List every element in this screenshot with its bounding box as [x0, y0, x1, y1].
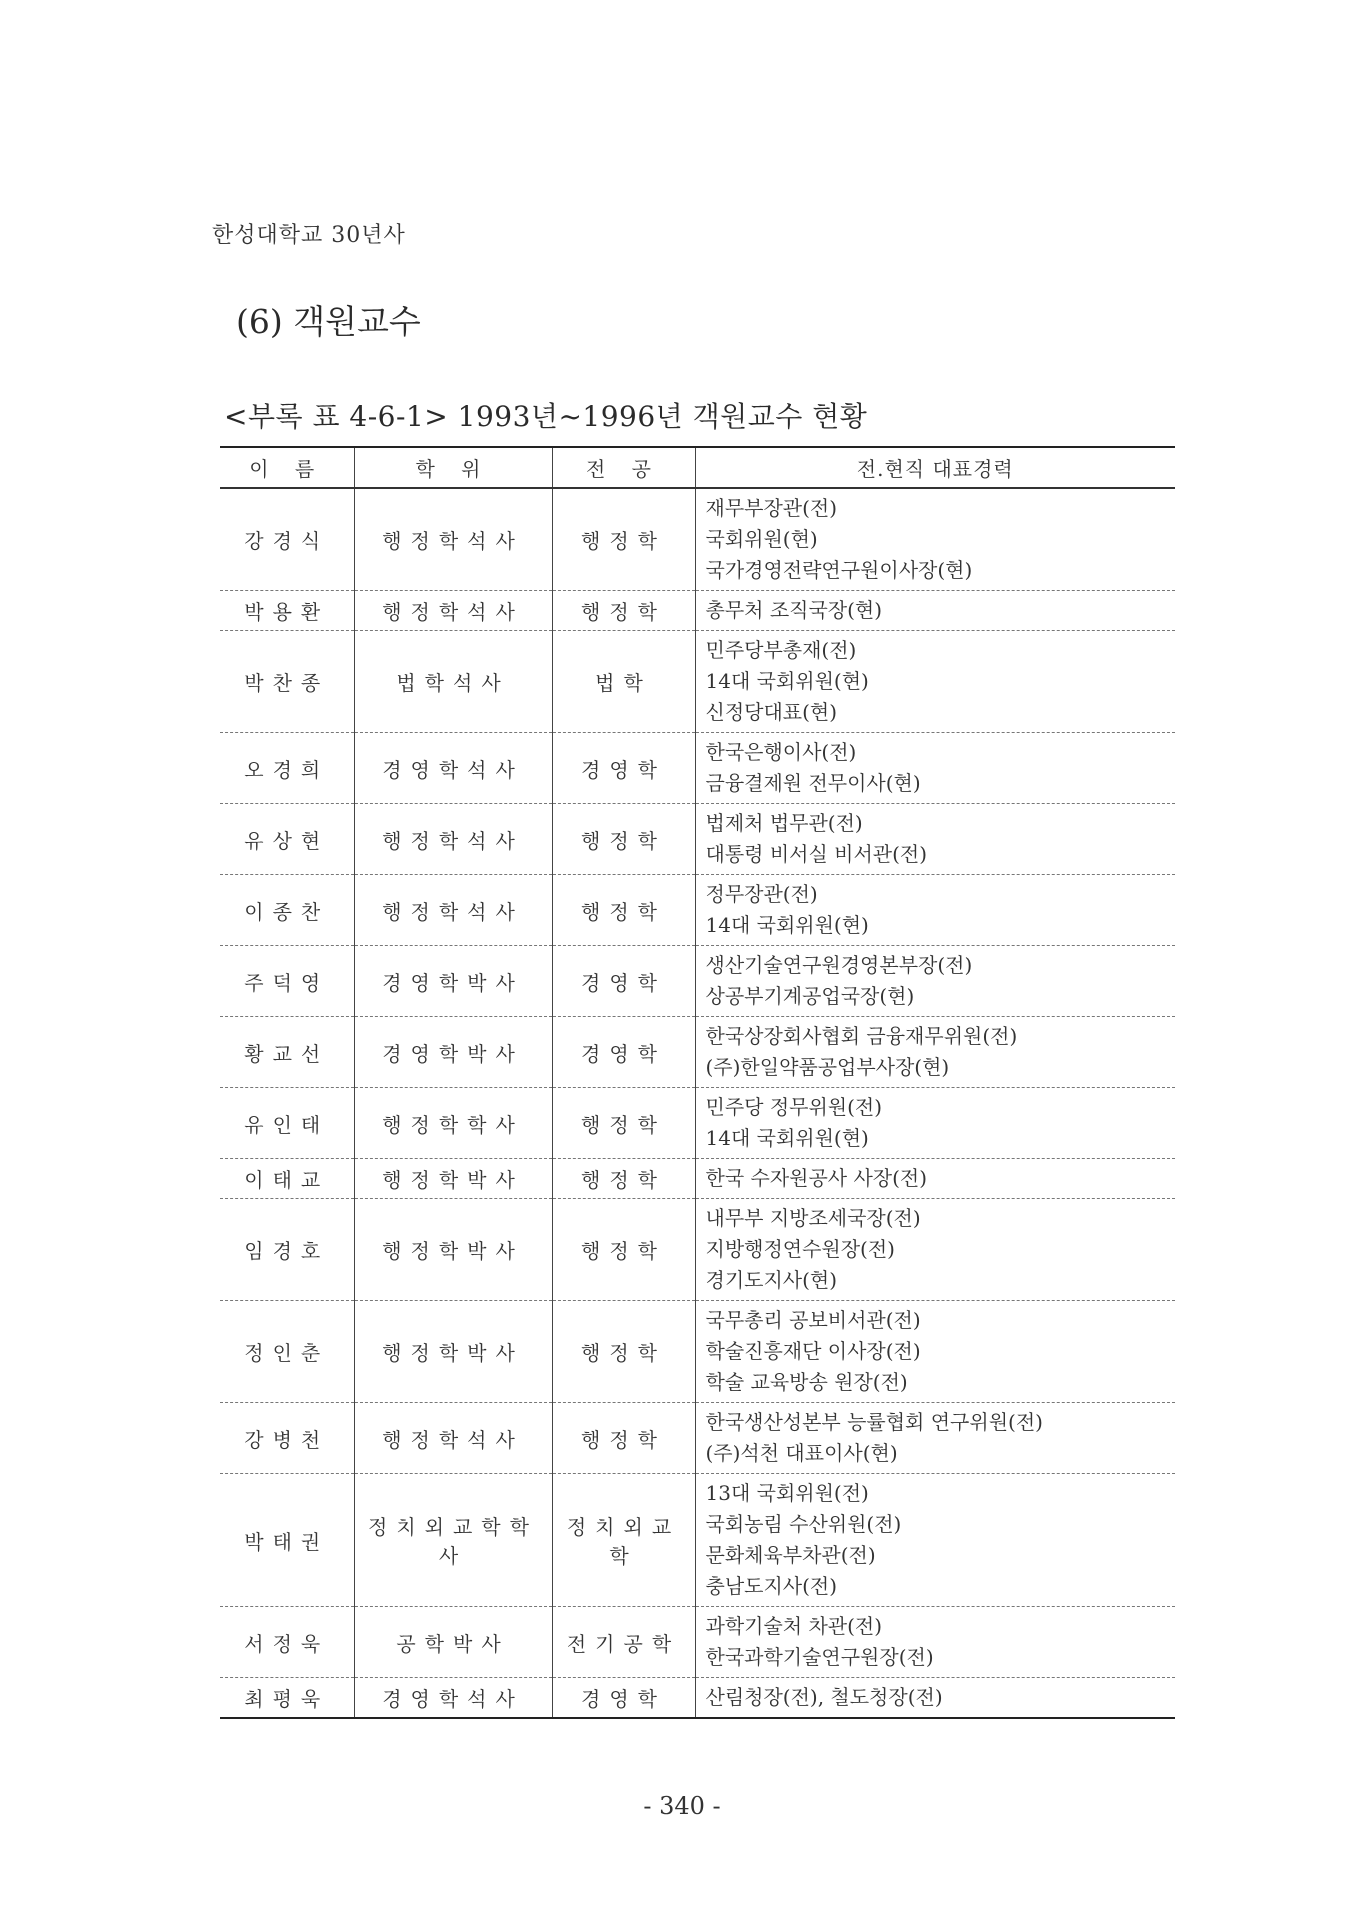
career-line: 14대 국회위원(현) [705, 1126, 869, 1150]
table-row [220, 1474, 1175, 1607]
cell-degree: 행정학석사 [354, 488, 552, 591]
career-line: 민주당부총재(전) [705, 638, 857, 662]
career-line: 법제처 법무관(전) [705, 811, 863, 835]
cell-major: 행정학 [552, 1199, 695, 1301]
cell-major: 행정학 [552, 1159, 695, 1199]
career-line: 민주당 정무위원(전) [705, 1095, 883, 1119]
cell-career [695, 1017, 1175, 1088]
cell-major: 행정학 [552, 1403, 695, 1474]
table-body [220, 488, 1175, 1718]
visiting-professors-table [220, 446, 1175, 1719]
cell-name: 주덕영 [220, 946, 354, 1017]
career-line: 재무부장관(전) [705, 496, 838, 520]
cell-major: 행정학 [552, 591, 695, 631]
cell-degree: 공학박사 [354, 1607, 552, 1678]
cell-career [695, 1607, 1175, 1678]
cell-name: 유상현 [220, 804, 354, 875]
cell-degree: 경영학석사 [354, 733, 552, 804]
cell-career [695, 804, 1175, 875]
cell-career [695, 875, 1175, 946]
cell-degree: 행정학석사 [354, 1403, 552, 1474]
career-line: 문화체육부차관(전) [705, 1543, 876, 1567]
cell-name: 이종찬 [220, 875, 354, 946]
table-row [220, 733, 1175, 804]
cell-career [695, 488, 1175, 591]
table-row [220, 946, 1175, 1017]
cell-degree: 행정학석사 [354, 591, 552, 631]
cell-degree: 경영학박사 [354, 1017, 552, 1088]
cell-name: 서정욱 [220, 1607, 354, 1678]
cell-degree: 행정학학사 [354, 1088, 552, 1159]
column-header-career: 전.현직 대표경력 [695, 447, 1175, 488]
career-line: 금융결제원 전무이사(현) [705, 771, 921, 795]
cell-major: 전기공학 [552, 1607, 695, 1678]
table-caption: <부록 표 4-6-1> 1993년~1996년 객원교수 현황 [224, 400, 868, 433]
table-row [220, 591, 1175, 631]
cell-degree: 행정학박사 [354, 1159, 552, 1199]
career-line: 대통령 비서실 비서관(전) [705, 842, 928, 866]
career-line: 충남도지사(전) [705, 1574, 838, 1598]
cell-degree: 정치외교학학사 [354, 1474, 552, 1607]
career-line: 총무처 조직국장(현) [705, 598, 883, 622]
table-row [220, 1678, 1175, 1719]
career-line: 정무장관(전) [705, 882, 818, 906]
table-header [220, 447, 1175, 488]
cell-major: 경영학 [552, 946, 695, 1017]
cell-major: 경영학 [552, 733, 695, 804]
career-line: 과학기술처 차관(전) [705, 1614, 883, 1638]
cell-name: 최평욱 [220, 1678, 354, 1719]
cell-career [695, 1199, 1175, 1301]
cell-name: 황교선 [220, 1017, 354, 1088]
table-row [220, 1301, 1175, 1403]
cell-career [695, 733, 1175, 804]
cell-career [695, 1678, 1175, 1719]
cell-career [695, 946, 1175, 1017]
cell-degree: 경영학석사 [354, 1678, 552, 1719]
table-row [220, 1199, 1175, 1301]
career-line: 생산기술연구원경영본부장(전) [705, 953, 973, 977]
cell-name: 강경식 [220, 488, 354, 591]
cell-name: 유인태 [220, 1088, 354, 1159]
career-line: 한국 수자원공사 사장(전) [705, 1166, 928, 1190]
table-row [220, 1403, 1175, 1474]
cell-career [695, 1403, 1175, 1474]
running-header: 한성대학교 30년사 [212, 223, 406, 248]
table-row [220, 1607, 1175, 1678]
career-line: (주)한일약품공업부사장(현) [705, 1055, 950, 1079]
cell-major: 행정학 [552, 1088, 695, 1159]
career-line: 한국상장회사협회 금융재무위원(전) [705, 1024, 1018, 1048]
cell-major: 행정학 [552, 804, 695, 875]
cell-career [695, 631, 1175, 733]
cell-major: 경영학 [552, 1678, 695, 1719]
cell-career [695, 1088, 1175, 1159]
career-line: 내무부 지방조세국장(전) [705, 1206, 921, 1230]
header-row [220, 447, 1175, 488]
career-line: 14대 국회위원(현) [705, 913, 869, 937]
cell-career [695, 1474, 1175, 1607]
cell-degree: 경영학박사 [354, 946, 552, 1017]
section-heading: (6) 객원교수 [236, 302, 421, 341]
cell-career [695, 1159, 1175, 1199]
cell-name: 이태교 [220, 1159, 354, 1199]
cell-name: 강병천 [220, 1403, 354, 1474]
cell-name: 임경호 [220, 1199, 354, 1301]
cell-degree: 행정학박사 [354, 1199, 552, 1301]
career-line: 국무총리 공보비서관(전) [705, 1308, 921, 1332]
career-line: 국회위원(현) [705, 527, 818, 551]
career-line: 한국생산성본부 능률협회 연구위원(전) [705, 1410, 1043, 1434]
cell-major: 법학 [552, 631, 695, 733]
cell-name: 박용환 [220, 591, 354, 631]
cell-name: 오경희 [220, 733, 354, 804]
cell-major: 행정학 [552, 1301, 695, 1403]
cell-major: 행정학 [552, 488, 695, 591]
career-line: 학술진흥재단 이사장(전) [705, 1339, 921, 1363]
table [220, 446, 1175, 1719]
career-line: 국가경영전략연구원이사장(현) [705, 558, 973, 582]
career-line: 경기도지사(현) [705, 1268, 838, 1292]
column-header-name: 이 름 [220, 447, 354, 488]
column-header-major: 전 공 [552, 447, 695, 488]
cell-name: 박찬종 [220, 631, 354, 733]
career-line: 14대 국회위원(현) [705, 669, 869, 693]
cell-degree: 행정학석사 [354, 804, 552, 875]
career-line: 상공부기계공업국장(현) [705, 984, 915, 1008]
cell-name: 정인춘 [220, 1301, 354, 1403]
page-number: - 340 - [643, 1792, 721, 1820]
table-row [220, 1159, 1175, 1199]
career-line: (주)석천 대표이사(현) [705, 1441, 898, 1465]
career-line: 한국과학기술연구원장(전) [705, 1645, 934, 1669]
career-line: 학술 교육방송 원장(전) [705, 1370, 908, 1394]
cell-major: 정치외교학 [552, 1474, 695, 1607]
career-line: 국회농림 수산위원(전) [705, 1512, 902, 1536]
career-line: 한국은행이사(전) [705, 740, 857, 764]
cell-career [695, 1301, 1175, 1403]
cell-major: 행정학 [552, 875, 695, 946]
cell-degree: 법학석사 [354, 631, 552, 733]
table-row [220, 1017, 1175, 1088]
cell-degree: 행정학박사 [354, 1301, 552, 1403]
table-row [220, 631, 1175, 733]
cell-career [695, 591, 1175, 631]
career-line: 13대 국회위원(전) [705, 1481, 869, 1505]
column-header-degree: 학 위 [354, 447, 552, 488]
career-line: 지방행정연수원장(전) [705, 1237, 895, 1261]
table-row [220, 488, 1175, 591]
table-row [220, 875, 1175, 946]
cell-degree: 행정학석사 [354, 875, 552, 946]
cell-major: 경영학 [552, 1017, 695, 1088]
career-line: 산림청장(전), 철도청장(전) [705, 1685, 943, 1709]
table-row [220, 804, 1175, 875]
cell-name: 박태권 [220, 1474, 354, 1607]
career-line: 신정당대표(현) [705, 700, 838, 724]
table-row [220, 1088, 1175, 1159]
